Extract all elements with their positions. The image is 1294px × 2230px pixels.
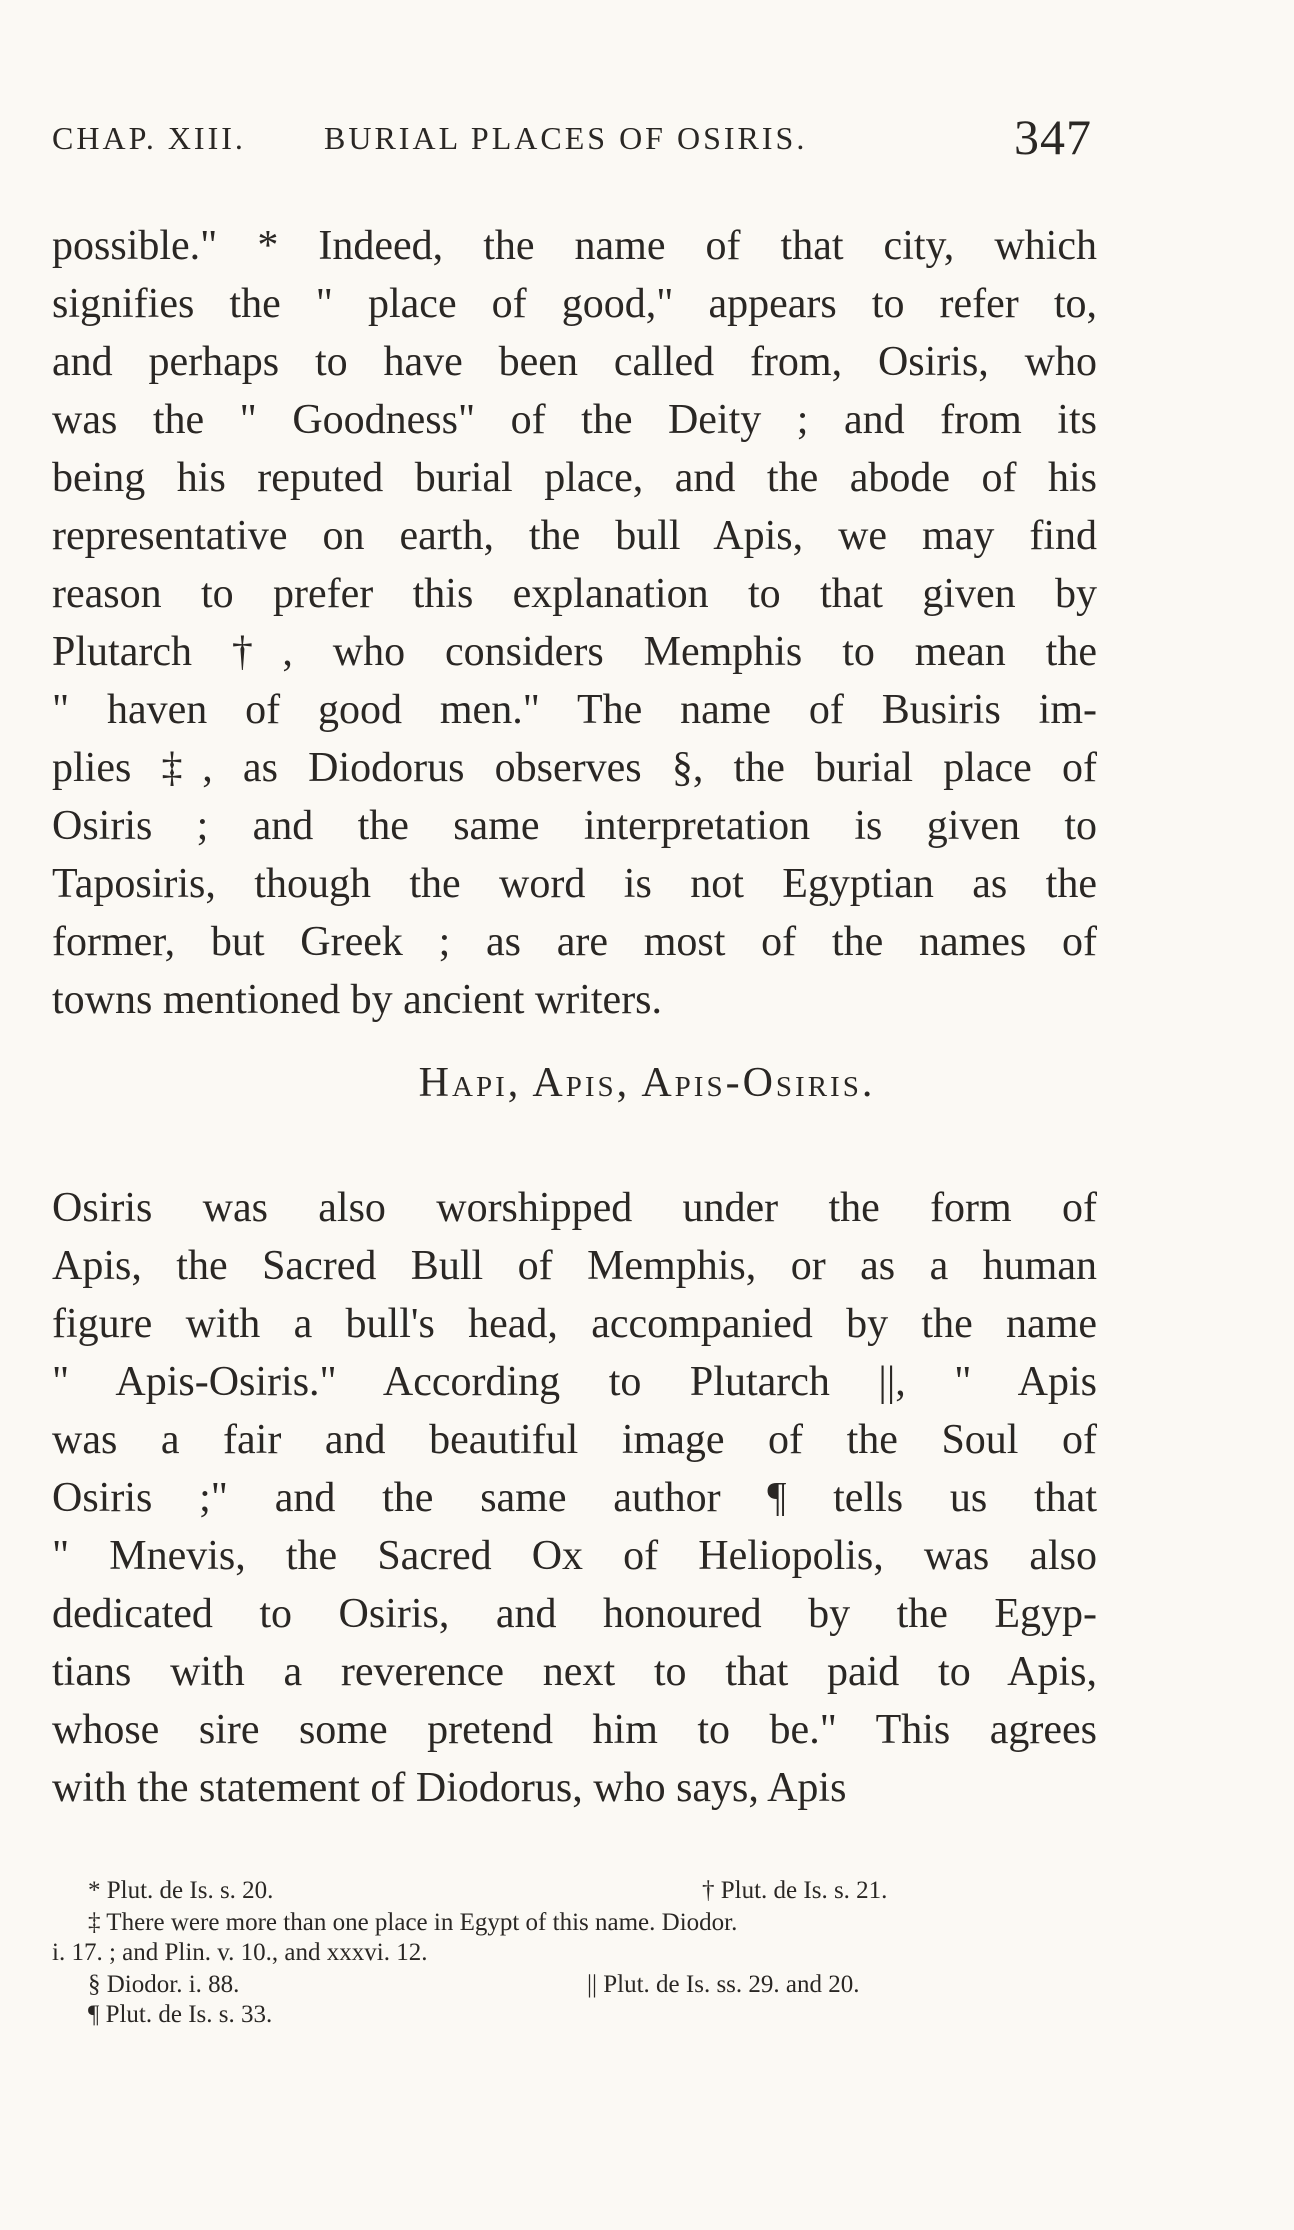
text-line: was the " Goodness" of the Deity ; and from its <box>52 397 1097 443</box>
text-line: towns mentioned by ancient writers. <box>52 977 663 1023</box>
footnote: ‡ There were more than one place in Egypt of this name. Diodor. <box>88 1909 738 1936</box>
text-line: being his reputed burial place, and the abode of his <box>52 455 1097 501</box>
text-line: plies ‡, as Diodorus observes §, the burial place of <box>52 745 1097 791</box>
text-line: former, but Greek ; as are most of the names of <box>52 919 1097 965</box>
text-line: dedicated to Osiris, and honoured by the Egyp- <box>52 1591 1097 1637</box>
text-line: signifies the " place of good," appears to refer to, <box>52 281 1097 327</box>
text-line: figure with a bull's head, accompanied by the name <box>52 1301 1097 1347</box>
text-line: was a fair and beautiful image of the Soul of <box>52 1417 1097 1463</box>
footnote: || Plut. de Is. ss. 29. and 20. <box>587 1971 860 1998</box>
text-line: Osiris was also worshipped under the form of <box>52 1185 1097 1231</box>
chapter-label: CHAP. XIII. <box>52 120 246 156</box>
text-line: tians with a reverence next to that paid to Apis, <box>52 1649 1097 1695</box>
text-line: and perhaps to have been called from, Osiris, who <box>52 339 1097 385</box>
page-number: 347 <box>1014 109 1092 165</box>
running-title: BURIAL PLACES OF OSIRIS. <box>324 120 808 156</box>
running-head <box>52 109 1092 180</box>
text-line: Plutarch †, who considers Memphis to mean the <box>52 629 1097 675</box>
footnote-continuation: i. 17. ; and Plin. v. 10., and xxxvi. 12. <box>52 1939 428 1966</box>
text-line: whose sire some pretend him to be." This agrees <box>52 1707 1097 1753</box>
text-line: reason to prefer this explanation to that given by <box>52 571 1097 617</box>
text-line: " Mnevis, the Sacred Ox of Heliopolis, was also <box>52 1533 1097 1579</box>
footnote: † Plut. de Is. s. 21. <box>702 1877 888 1904</box>
footnote: § Diodor. i. 88. <box>88 1971 240 1998</box>
section-heading: Hapi, Apis, Apis-Osiris. <box>418 1060 876 1106</box>
text-line: representative on earth, the bull Apis, we may find <box>52 513 1097 559</box>
text-line: " haven of good men." The name of Busiris im- <box>52 687 1097 733</box>
text-line: with the statement of Diodorus, who says, Apis <box>52 1765 847 1811</box>
text-line: Osiris ; and the same interpretation is given to <box>52 803 1097 849</box>
text-line: Osiris ;" and the same author ¶ tells us that <box>52 1475 1097 1521</box>
text-line: possible." * Indeed, the name of that city, which <box>52 223 1097 269</box>
footnote: ¶ Plut. de Is. s. 33. <box>88 2001 273 2028</box>
text-line: Apis, the Sacred Bull of Memphis, or as a human <box>52 1243 1097 1289</box>
footnote: * Plut. de Is. s. 20. <box>88 1877 274 1904</box>
text-line: " Apis-Osiris." According to Plutarch ||, " Apis <box>52 1359 1097 1405</box>
text-line: Taposiris, though the word is not Egyptian as the <box>52 861 1097 907</box>
